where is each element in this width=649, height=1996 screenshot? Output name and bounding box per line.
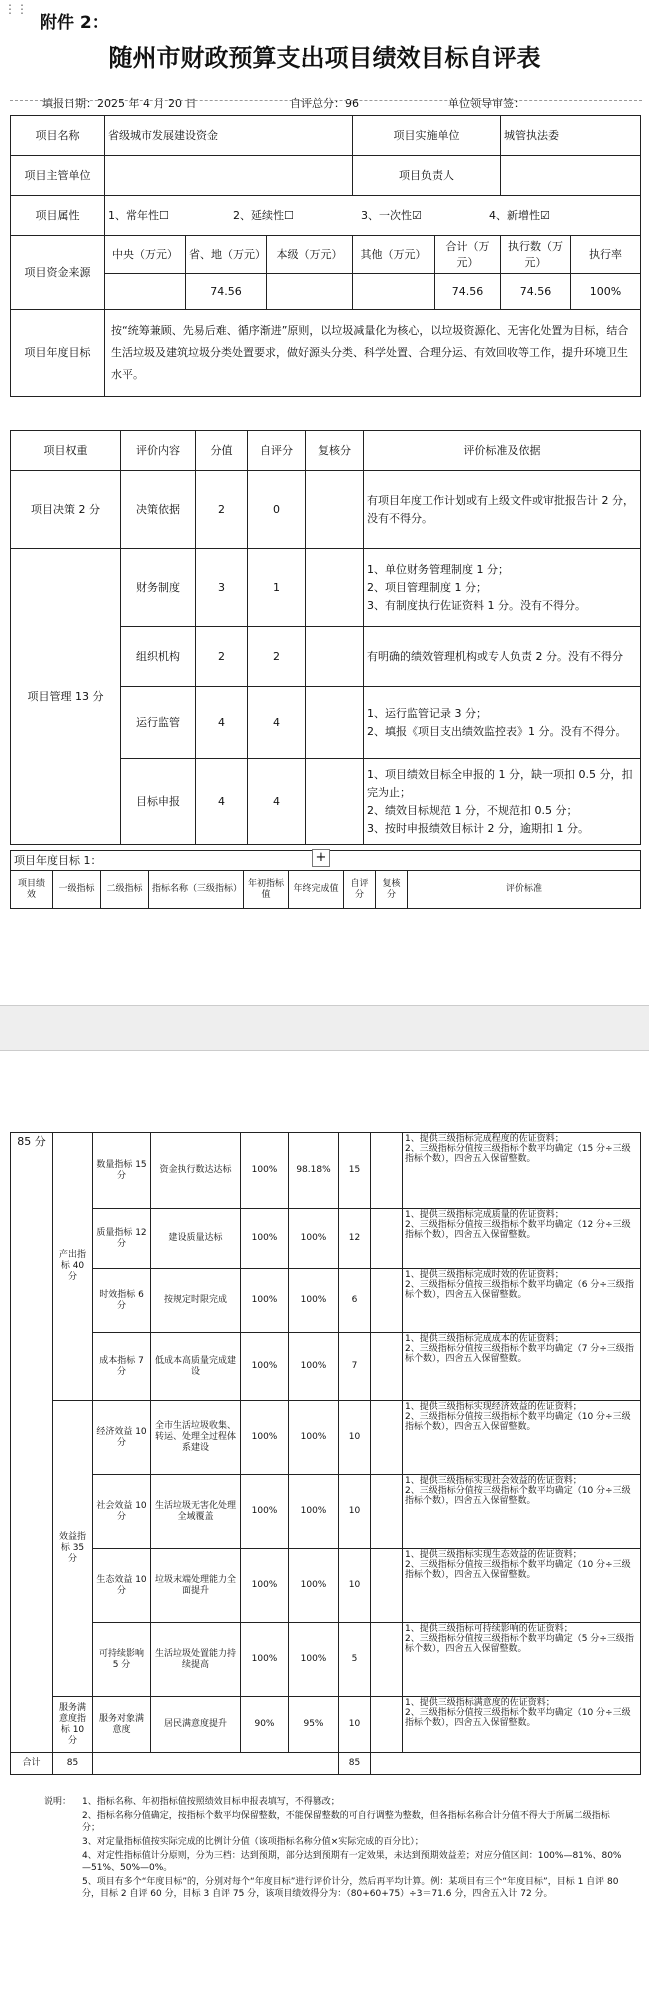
review-score	[371, 1133, 403, 1209]
indicator-name: 低成本高质量完成建设	[151, 1333, 241, 1401]
weight-header: 项目权重	[11, 431, 121, 471]
col-level2: 二级指标	[101, 871, 149, 909]
criteria-text: 1、提供三级指标完成成本的佐证资料； 2、三级指标分值按三级指标个数平均确定（7 分÷三级指标个数），四舍五入保留整数。	[403, 1333, 641, 1401]
add-row-button[interactable]: +	[312, 849, 330, 867]
attr-option-3[interactable]: 3、一次性☑	[361, 208, 422, 222]
indicator-name: 全市生活垃圾收集、转运、处理全过程体系建设	[151, 1401, 241, 1475]
fund-source-label: 项目资金来源	[11, 236, 105, 310]
fill-date: 填报日期：2025 年 4 月 20 日	[42, 97, 197, 110]
note-item: 1、指标名称、年初指标值按照绩效目标申报表填写，不得篡改；	[82, 1797, 340, 1807]
total-score: 85	[53, 1753, 93, 1775]
weight-row-content: 运行监管	[121, 687, 196, 759]
self-score: 12	[339, 1209, 371, 1269]
initial-value: 100%	[241, 1133, 289, 1209]
final-value: 100%	[289, 1623, 339, 1697]
initial-value: 100%	[241, 1209, 289, 1269]
criteria-text: 1、提供三级指标完成程度的佐证资料； 2、三级指标分值按三级指标个数平均确定（15 分÷三级指标个数），四舍五入保留整数。	[403, 1133, 641, 1209]
level2-indicator: 成本指标 7 分	[93, 1333, 151, 1401]
self-score: 6	[339, 1269, 371, 1333]
attr-option-2[interactable]: 2、延续性☐	[233, 208, 294, 222]
weight-row-criteria: 有项目年度工作计划或有上级文件或审批报告计 2 分，没有不得分。	[364, 471, 641, 549]
fund-header-central: 中央（万元）	[105, 236, 186, 274]
self-score: 10	[339, 1697, 371, 1753]
final-value: 100%	[289, 1549, 339, 1623]
level2-indicator: 经济效益 10 分	[93, 1401, 151, 1475]
weight-row-score: 4	[196, 687, 248, 759]
weight-row-self: 4	[248, 687, 306, 759]
initial-value: 100%	[241, 1269, 289, 1333]
initial-value: 90%	[241, 1697, 289, 1753]
indicator-name: 生活垃圾无害化处理全域覆盖	[151, 1475, 241, 1549]
weight-row-content: 目标申报	[121, 759, 196, 845]
col-self-score: 自评分	[344, 871, 376, 909]
level2-indicator: 时效指标 6 分	[93, 1269, 151, 1333]
page-divider	[0, 1050, 649, 1051]
fund-value-executed: 74.56	[501, 274, 571, 310]
page-gap	[0, 1005, 649, 1050]
attr-label: 项目属性	[11, 196, 105, 236]
self-score: 7	[339, 1333, 371, 1401]
impl-unit-label: 项目实施单位	[353, 116, 501, 156]
weight-row-self: 1	[248, 549, 306, 627]
initial-value: 100%	[241, 1549, 289, 1623]
review-score	[371, 1333, 403, 1401]
fund-value-other	[353, 274, 435, 310]
indicator-table	[10, 1132, 641, 1775]
level2-indicator: 质量指标 12 分	[93, 1209, 151, 1269]
final-value: 100%	[289, 1269, 339, 1333]
criteria-text: 1、提供三级指标实现生态效益的佐证资料； 2、三级指标分值按三级指标个数平均确定（10 分÷三级指标个数），四舍五入保留整数。	[403, 1549, 641, 1623]
self-score-header: 自评分	[248, 431, 306, 471]
level2-indicator: 生态效益 10 分	[93, 1549, 151, 1623]
weight-row-review	[306, 759, 364, 845]
page-divider	[0, 1005, 649, 1006]
criteria-text: 1、提供三级指标可持续影响的佐证资料； 2、三级指标分值按三级指标个数平均确定（5 分÷三级指标个数），四舍五入保留整数。	[403, 1623, 641, 1697]
weight-row-review	[306, 471, 364, 549]
weight-row-criteria: 1、项目绩效目标全申报的 1 分，缺一项扣 0.5 分，扣完为止； 2、绩效目标规范 1 分，不规范扣 0.5 分； 3、按时申报绩效目标计 2 分，逾期扣 1 分。	[364, 759, 641, 845]
review-score	[371, 1549, 403, 1623]
perf-score: 85 分	[11, 1133, 53, 1753]
final-value: 98.18%	[289, 1133, 339, 1209]
weight-row-criteria: 1、运行监管记录 3 分； 2、填报《项目支出绩效监控表》1 分。没有不得分。	[364, 687, 641, 759]
weight-table	[10, 430, 641, 845]
note-item: 3、对定量指标值按实际完成的比例计分值（该项指标名称分值×实际完成的百分比）；	[82, 1837, 424, 1847]
note-item: 4、对定性指标值计分原则，分为三档：达到预期，部分达到预期有一定效果，未达到预期效益差；对应分值区间：100%—81%、80%—51%、50%—0%。	[82, 1851, 622, 1873]
fund-value-rate: 100%	[571, 274, 641, 310]
weight-row-review	[306, 687, 364, 759]
attr-options	[105, 196, 641, 236]
note-item: 5、项目有多个“年度目标”的，分别对每个“年度目标”进行评价计分，然后再平均计算。例：某项目有三个“年度目标”，目标 1 自评 80 分，目标 2 自评 60 分，目标 3 自评 75 分，该项目绩效得分为：（80+60+75）÷3＝71.6 分，四舍五入计 72 分。	[82, 1877, 619, 1899]
manager-label: 项目负责人	[353, 156, 501, 196]
indicator-name: 资金执行数达达标	[151, 1133, 241, 1209]
output-indicator-label: 产出指标 40 分	[53, 1133, 93, 1401]
total-score: 自评总分：96	[290, 97, 359, 110]
weight-row-self: 4	[248, 759, 306, 845]
criteria-text: 1、提供三级指标完成质量的佐证资料； 2、三级指标分值按三级指标个数平均确定（12 分÷三级指标个数），四舍五入保留整数。	[403, 1209, 641, 1269]
fund-header-rate: 执行率	[571, 236, 641, 274]
col-criteria: 评价标准	[408, 871, 641, 909]
annual-goal-text: 按“统筹兼顾、先易后难、循序渐进”原则，以垃圾减量化为核心，以垃圾资源化、无害化处置为目标，结合生活垃圾及建筑垃圾分类处置要求，做好源头分类、科学处置、合理分运、有效回收等工作，提升环境卫生水平。	[105, 310, 641, 397]
service-indicator-label: 服务满意度指标 10 分	[53, 1697, 93, 1753]
weight-row-criteria: 1、单位财务管理制度 1 分； 2、项目管理制度 1 分； 3、有制度执行佐证资料 1 分。没有不得分。	[364, 549, 641, 627]
review-header: 复核分	[306, 431, 364, 471]
self-score: 15	[339, 1133, 371, 1209]
col-review-score: 复核分	[376, 871, 408, 909]
fund-header-total: 合计（万元）	[435, 236, 501, 274]
attachment-label: 附件 2：	[40, 13, 109, 33]
indicator-name: 垃圾末端处理能力全面提升	[151, 1549, 241, 1623]
final-value: 95%	[289, 1697, 339, 1753]
project-name-label: 项目名称	[11, 116, 105, 156]
final-value: 100%	[289, 1333, 339, 1401]
basic-info-table	[10, 115, 641, 397]
fund-value-central	[105, 274, 186, 310]
weight-row-score: 2	[196, 627, 248, 687]
weight-row-review	[306, 627, 364, 687]
initial-value: 100%	[241, 1475, 289, 1549]
final-value: 100%	[289, 1401, 339, 1475]
review-score	[371, 1209, 403, 1269]
project-name-value: 省级城市发展建设资金	[105, 116, 353, 156]
fund-value-total: 74.56	[435, 274, 501, 310]
level2-indicator: 可持续影响 5 分	[93, 1623, 151, 1697]
score-header: 分值	[196, 431, 248, 471]
initial-value: 100%	[241, 1333, 289, 1401]
criteria-text: 1、提供三级指标实现经济效益的佐证资料； 2、三级指标分值按三级指标个数平均确定（10 分÷三级指标个数），四舍五入保留整数。	[403, 1401, 641, 1475]
weight-row-criteria: 有明确的绩效管理机构或专人负责 2 分。没有不得分	[364, 627, 641, 687]
review-score	[371, 1401, 403, 1475]
weight-row-self: 2	[248, 627, 306, 687]
supervisor-value	[105, 156, 353, 196]
criteria-text: 1、提供三级指标完成时效的佐证资料； 2、三级指标分值按三级指标个数平均确定（6 分÷三级指标个数），四舍五入保留整数。	[403, 1269, 641, 1333]
weight-row-score: 4	[196, 759, 248, 845]
supervisor-label: 项目主管单位	[11, 156, 105, 196]
weight-row-content: 财务制度	[121, 549, 196, 627]
attr-option-1[interactable]: 1、常年性☐	[108, 208, 169, 222]
level2-indicator: 服务对象满意度	[93, 1697, 151, 1753]
indicator-name: 居民满意度提升	[151, 1697, 241, 1753]
review-score	[371, 1697, 403, 1753]
fund-value-province: 74.56	[186, 274, 267, 310]
weight-row-content: 决策依据	[121, 471, 196, 549]
year-goal-label: 项目年度目标 1：	[11, 851, 641, 871]
final-value: 100%	[289, 1475, 339, 1549]
leader-signature-label: 单位领导审签：	[448, 97, 525, 110]
impl-unit-value: 城管执法委	[501, 116, 641, 156]
final-value: 100%	[289, 1209, 339, 1269]
notes-label: 说明：	[44, 1797, 72, 1807]
fund-header-executed: 执行数（万元）	[501, 236, 571, 274]
attr-option-4[interactable]: 4、新增性☑	[489, 208, 550, 222]
weight-row-review	[306, 549, 364, 627]
initial-value: 100%	[241, 1401, 289, 1475]
weight-row-self: 0	[248, 471, 306, 549]
col-initial-value: 年初指标值	[244, 871, 289, 909]
review-score	[371, 1475, 403, 1549]
page-title: 随州市财政预算支出项目绩效目标自评表	[108, 43, 541, 72]
self-score: 10	[339, 1549, 371, 1623]
management-label: 项目管理 13 分	[11, 549, 121, 845]
content-header: 评价内容	[121, 431, 196, 471]
fund-header-local: 本级（万元）	[267, 236, 353, 274]
level2-indicator: 社会效益 10 分	[93, 1475, 151, 1549]
fund-value-local	[267, 274, 353, 310]
self-score: 10	[339, 1401, 371, 1475]
self-score: 5	[339, 1623, 371, 1697]
indicator-name: 按规定时限完成	[151, 1269, 241, 1333]
weight-row-content: 组织机构	[121, 627, 196, 687]
total-self-score: 85	[339, 1753, 371, 1775]
header-divider	[10, 100, 642, 101]
drag-handle-icon[interactable]: ⋮⋮	[4, 2, 28, 16]
criteria-text: 1、提供三级指标实现社会效益的佐证资料； 2、三级指标分值按三级指标个数平均确定（10 分÷三级指标个数），四舍五入保留整数。	[403, 1475, 641, 1549]
initial-value: 100%	[241, 1623, 289, 1697]
manager-value	[501, 156, 641, 196]
annual-goal-label: 项目年度目标	[11, 310, 105, 397]
indicator-name: 建设质量达标	[151, 1209, 241, 1269]
self-score: 10	[339, 1475, 371, 1549]
col-level1: 一级指标	[53, 871, 101, 909]
col-final-value: 年终完成值	[289, 871, 344, 909]
col-project-perf: 项目绩效	[11, 871, 53, 909]
level2-indicator: 数量指标 15 分	[93, 1133, 151, 1209]
total-label: 合计	[11, 1753, 53, 1775]
fund-header-other: 其他（万元）	[353, 236, 435, 274]
col-indicator-name: 指标名称（三级指标）	[149, 871, 244, 909]
weight-row-score: 2	[196, 471, 248, 549]
review-score	[371, 1623, 403, 1697]
review-score	[371, 1269, 403, 1333]
indicator-name: 生活垃圾处置能力持续提高	[151, 1623, 241, 1697]
weight-row-score: 3	[196, 549, 248, 627]
criteria-header: 评价标准及依据	[364, 431, 641, 471]
benefit-indicator-label: 效益指标 35 分	[53, 1401, 93, 1697]
criteria-text: 1、提供三级指标满意度的佐证资料； 2、三级指标分值按三级指标个数平均确定（10 分÷三级指标个数），四舍五入保留整数。	[403, 1697, 641, 1753]
decision-label: 项目决策 2 分	[11, 471, 121, 549]
notes	[44, 1796, 624, 1900]
fund-header-province: 省、地（万元）	[186, 236, 267, 274]
note-item: 2、指标名称分值确定，按指标个数平均保留整数，不能保留整数的可自行调整为整数，但各指标名称合计分值不得大于所属二级指标分；	[82, 1811, 610, 1833]
